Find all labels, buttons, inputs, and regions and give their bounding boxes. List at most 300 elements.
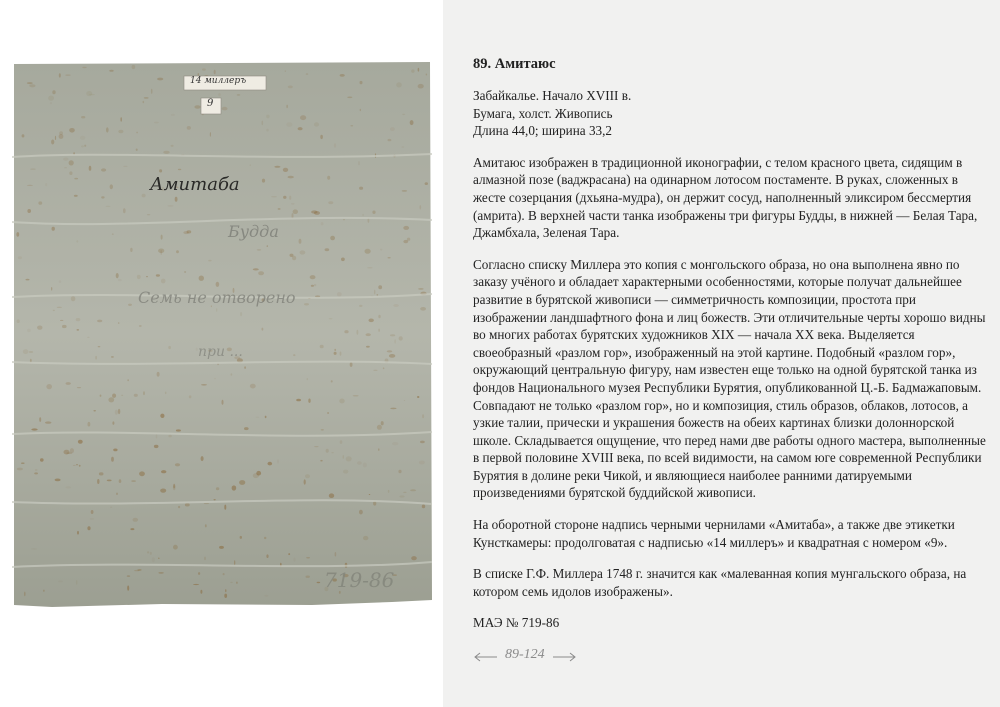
foxing-stain <box>144 97 149 99</box>
foxing-stain <box>331 380 333 382</box>
foxing-stain <box>264 595 268 597</box>
foxing-stain <box>185 503 190 506</box>
foxing-stain <box>143 101 145 104</box>
foxing-stain <box>154 122 159 124</box>
foxing-stain <box>262 179 265 183</box>
foxing-stain <box>84 145 86 147</box>
foxing-stain <box>266 554 268 558</box>
foxing-stain <box>325 248 330 251</box>
foxing-stain <box>43 590 44 592</box>
foxing-stain <box>240 536 242 539</box>
foxing-stain <box>298 127 303 130</box>
foxing-stain <box>418 68 420 72</box>
foxing-stain <box>287 105 288 109</box>
foxing-stain <box>57 307 62 308</box>
foxing-stain <box>210 132 211 137</box>
nav-range: 89-124 <box>505 647 545 663</box>
foxing-stain <box>142 194 146 198</box>
foxing-stain <box>388 490 390 493</box>
foxing-stain <box>360 81 363 84</box>
foxing-stain <box>344 330 348 333</box>
foxing-stain <box>45 183 47 186</box>
foxing-stain <box>66 382 71 385</box>
foxing-stain <box>387 350 393 352</box>
label-strip-text: 14 миллеръ <box>190 76 247 86</box>
paragraph-miller-list: В списке Г.Ф. Миллера 1748 г. значится как «малеванная копия мунгальского образа, на котором семь идолов изображены». <box>473 566 967 599</box>
foxing-stain <box>339 399 344 404</box>
foxing-stain <box>214 378 216 379</box>
foxing-stain <box>402 190 407 192</box>
foxing-stain <box>152 557 155 562</box>
foxing-stain <box>222 400 224 405</box>
foxing-stain <box>88 422 91 427</box>
foxing-stain <box>74 195 78 197</box>
foxing-stain <box>198 572 200 575</box>
foxing-stain <box>107 480 112 482</box>
foxing-stain <box>160 489 166 493</box>
foxing-stain <box>395 339 396 343</box>
foxing-stain <box>271 196 277 197</box>
foxing-stain <box>77 531 79 535</box>
foxing-stain <box>158 249 164 254</box>
foxing-stain <box>65 486 71 488</box>
description-panel <box>443 0 1000 707</box>
foxing-stain <box>389 354 395 358</box>
foxing-stain <box>29 351 33 352</box>
foxing-stain <box>305 474 310 478</box>
foxing-stain <box>128 379 129 381</box>
foxing-stain <box>367 267 372 268</box>
foxing-stain <box>277 459 279 463</box>
foxing-stain <box>378 329 379 332</box>
foxing-stain <box>82 67 86 68</box>
foxing-stain <box>402 114 405 115</box>
foxing-stain <box>137 275 141 279</box>
foxing-stain <box>365 249 371 254</box>
foxing-stain <box>293 209 298 214</box>
foxing-stain <box>159 169 162 172</box>
foxing-stain <box>266 129 269 132</box>
foxing-stain <box>62 325 67 328</box>
foxing-stain <box>123 166 127 167</box>
foxing-stain <box>314 122 319 126</box>
foxing-stain <box>115 410 118 415</box>
foxing-stain <box>343 470 348 474</box>
foxing-stain <box>151 89 153 94</box>
inscription-faint-3: при ... <box>198 344 243 360</box>
foxing-stain <box>27 185 33 186</box>
foxing-stain <box>257 249 261 250</box>
foxing-stain <box>223 573 225 575</box>
foxing-stain <box>37 326 42 330</box>
foxing-stain <box>204 557 205 561</box>
foxing-stain <box>189 395 192 398</box>
foxing-stain <box>337 292 342 296</box>
foxing-stain <box>422 414 424 418</box>
foxing-stain <box>310 275 316 279</box>
foxing-stain <box>340 74 345 77</box>
foxing-stain <box>116 493 118 496</box>
foxing-stain <box>201 456 204 461</box>
foxing-stain <box>78 440 83 444</box>
foxing-stain <box>163 151 169 154</box>
foxing-stain <box>99 472 104 475</box>
foxing-stain <box>112 421 114 424</box>
foxing-stain <box>425 182 428 185</box>
foxing-stain <box>250 164 251 166</box>
foxing-stain <box>234 560 235 565</box>
foxing-stain <box>299 239 302 244</box>
foxing-stain <box>327 412 329 414</box>
foxing-stain <box>304 479 306 484</box>
page-navigation <box>473 646 988 664</box>
foxing-stain <box>334 143 336 147</box>
artwork-image <box>12 62 432 607</box>
entry-title: 89. Амитаюс <box>473 56 556 72</box>
foxing-stain <box>139 471 145 476</box>
foxing-stain <box>60 320 63 321</box>
foxing-stain <box>173 545 178 550</box>
paragraph-iconography: Амитаюс изображен в традиционной иконографии, с телом красного цвета, сидящим в алмазной позе (ваджрасана) на одинарном лотосом постаменте. В руках, сложенных в жесте созерцания (дхьяна-мудра), он держит сосуд, наполненный эликсиром бессмертия (амрита). В верхней части танка изображены три фигуры Будды, в нижней — Белая Тара, Джамбхала, Зеленая Тара. <box>473 154 978 241</box>
foxing-stain <box>253 268 259 270</box>
foxing-stain <box>160 414 164 418</box>
foxing-stain <box>346 456 352 461</box>
foxing-stain <box>216 308 217 312</box>
foxing-stain <box>27 329 31 332</box>
foxing-stain <box>419 461 425 465</box>
foxing-stain <box>311 210 317 213</box>
foxing-stain <box>314 284 316 286</box>
foxing-stain <box>112 234 114 235</box>
foxing-stain <box>374 290 375 295</box>
foxing-stain <box>18 256 22 259</box>
foxing-stain <box>23 349 29 354</box>
foxing-stain <box>168 205 174 207</box>
foxing-stain <box>119 479 122 483</box>
foxing-stain <box>59 131 63 135</box>
foxing-stain <box>378 448 379 451</box>
foxing-stain <box>244 427 249 430</box>
foxing-stain <box>411 69 414 72</box>
foxing-stain <box>399 495 404 497</box>
foxing-stain <box>258 271 264 275</box>
foxing-stain <box>399 336 403 340</box>
foxing-stain <box>372 211 375 214</box>
foxing-stain <box>73 465 76 466</box>
foxing-stain <box>317 582 321 583</box>
foxing-stain <box>187 126 191 130</box>
foxing-stain <box>266 115 269 119</box>
foxing-stain <box>292 256 296 261</box>
prev-arrow-icon[interactable] <box>473 650 497 660</box>
foxing-stain <box>158 572 163 573</box>
foxing-stain <box>199 276 204 281</box>
foxing-stain <box>357 330 359 335</box>
foxing-stain <box>171 145 174 147</box>
foxing-stain <box>231 373 233 376</box>
foxing-stain <box>331 452 334 453</box>
foxing-stain <box>214 70 216 75</box>
foxing-stain <box>410 489 416 491</box>
entry-meta <box>473 87 988 140</box>
foxing-stain <box>80 136 85 140</box>
foxing-stain <box>377 425 382 430</box>
foxing-stain <box>22 134 25 137</box>
foxing-stain <box>89 94 95 96</box>
foxing-stain <box>187 230 192 233</box>
foxing-stain <box>340 440 343 444</box>
foxing-stain <box>306 557 310 558</box>
foxing-stain <box>139 325 142 326</box>
foxing-stain <box>97 320 102 323</box>
foxing-stain <box>363 536 368 540</box>
foxing-stain <box>403 492 406 493</box>
foxing-stain <box>314 446 318 447</box>
foxing-stain <box>168 435 171 438</box>
foxing-stain <box>136 132 138 134</box>
foxing-stain <box>120 117 122 121</box>
foxing-stain <box>378 285 382 289</box>
foxing-stain <box>27 209 31 213</box>
foxing-stain <box>130 528 134 530</box>
next-arrow-icon[interactable] <box>553 650 577 660</box>
foxing-stain <box>378 315 380 319</box>
foxing-stain <box>237 94 241 96</box>
foxing-stain <box>358 161 360 165</box>
foxing-stain <box>418 84 424 89</box>
foxing-stain <box>133 518 139 522</box>
foxing-stain <box>278 208 281 209</box>
foxing-stain <box>362 214 363 216</box>
foxing-stain <box>106 127 109 132</box>
foxing-stain <box>118 322 120 324</box>
foxing-stain <box>109 70 113 72</box>
foxing-stain <box>76 240 78 242</box>
foxing-stain <box>112 394 116 398</box>
foxing-stain <box>147 551 149 553</box>
foxing-stain <box>293 354 295 356</box>
foxing-stain <box>39 417 41 422</box>
foxing-stain <box>176 250 179 253</box>
foxing-stain <box>81 116 85 118</box>
foxing-stain <box>329 318 333 319</box>
foxing-stain <box>158 558 160 559</box>
foxing-stain <box>403 240 408 243</box>
foxing-stain <box>201 384 207 386</box>
foxing-stain <box>285 70 286 72</box>
foxing-stain <box>176 429 181 431</box>
foxing-stain <box>91 510 94 514</box>
foxing-stain <box>291 203 295 205</box>
foxing-stain <box>286 122 292 127</box>
foxing-stain <box>178 506 180 509</box>
foxing-stain <box>69 160 74 165</box>
foxing-stain <box>420 205 422 209</box>
foxing-stain <box>417 396 419 398</box>
foxing-stain <box>296 399 301 402</box>
foxing-stain <box>147 214 150 215</box>
foxing-stain <box>262 328 264 331</box>
foxing-stain <box>113 449 117 452</box>
foxing-stain <box>225 589 226 592</box>
foxing-stain <box>293 557 295 561</box>
foxing-stain <box>77 329 80 331</box>
foxing-stain <box>392 442 398 445</box>
foxing-stain <box>288 86 293 89</box>
foxing-stain <box>38 201 42 204</box>
foxing-stain <box>288 176 294 179</box>
foxing-stain <box>341 258 345 262</box>
foxing-stain <box>219 546 224 549</box>
catalogue-entry <box>473 55 988 664</box>
foxing-stain <box>17 319 20 323</box>
foxing-stain <box>128 304 132 306</box>
foxing-stain <box>173 485 176 490</box>
foxing-stain <box>161 279 166 284</box>
foxing-stain <box>27 82 33 84</box>
foxing-stain <box>132 65 136 69</box>
foxing-stain <box>35 470 38 471</box>
foxing-stain <box>95 356 97 360</box>
foxing-stain <box>17 468 23 471</box>
foxing-stain <box>50 102 52 104</box>
foxing-stain <box>390 127 395 131</box>
foxing-stain <box>360 109 361 111</box>
foxing-stain <box>396 82 402 87</box>
inventory-number: МАЭ № 719-86 <box>473 615 560 631</box>
foxing-stain <box>81 145 84 147</box>
foxing-stain <box>304 303 309 305</box>
foxing-stain <box>118 279 122 281</box>
foxing-stain <box>52 227 55 231</box>
foxing-stain <box>328 201 333 204</box>
foxing-stain <box>45 421 51 423</box>
foxing-stain <box>51 140 54 145</box>
foxing-stain <box>110 507 112 508</box>
foxing-stain <box>53 310 55 311</box>
foxing-stain <box>29 84 35 87</box>
foxing-stain <box>154 445 159 448</box>
foxing-stain <box>320 135 323 139</box>
foxing-stain <box>116 273 119 278</box>
foxing-stain <box>244 366 246 369</box>
foxing-stain <box>64 450 70 455</box>
foxing-stain <box>204 503 209 504</box>
foxing-stain <box>256 471 261 476</box>
foxing-stain <box>175 463 180 466</box>
foxing-stain <box>357 461 362 465</box>
foxing-stain <box>97 479 99 484</box>
label-square-text: 9 <box>207 98 214 109</box>
foxing-stain <box>106 206 111 207</box>
foxing-stain <box>388 257 391 258</box>
foxing-stain <box>222 107 228 111</box>
foxing-stain <box>31 428 37 430</box>
foxing-stain <box>410 120 414 125</box>
foxing-stain <box>165 392 167 395</box>
foxing-stain <box>268 462 273 466</box>
foxing-stain <box>422 505 425 509</box>
foxing-stain <box>69 171 72 175</box>
foxing-stain <box>76 464 78 465</box>
foxing-stain <box>363 463 367 468</box>
foxing-stain <box>59 280 61 283</box>
foxing-stain <box>380 249 382 251</box>
foxing-stain <box>194 105 200 108</box>
foxing-stain <box>131 480 136 481</box>
inscription-faint-2: Семь не отворено <box>138 288 296 307</box>
foxing-stain <box>26 279 30 281</box>
foxing-stain <box>136 149 138 151</box>
foxing-stain <box>274 166 280 168</box>
foxing-stain <box>340 352 342 356</box>
foxing-stain <box>110 184 113 189</box>
foxing-stain <box>69 128 75 133</box>
foxing-stain <box>288 553 290 555</box>
foxing-stain <box>359 510 363 515</box>
foxing-stain <box>265 416 267 419</box>
foxing-stain <box>59 73 61 77</box>
foxing-stain <box>30 169 36 170</box>
foxing-stain <box>306 576 310 578</box>
foxing-stain <box>175 197 178 202</box>
foxing-stain <box>127 575 130 577</box>
inventory-corner-mark: 719-86 <box>324 568 395 592</box>
foxing-stain <box>381 421 384 425</box>
foxing-stain <box>134 394 138 397</box>
foxing-stain <box>76 318 81 321</box>
foxing-stain <box>98 346 101 347</box>
foxing-stain <box>240 312 242 316</box>
foxing-stain <box>407 238 410 241</box>
foxing-stain <box>130 248 132 252</box>
foxing-stain <box>420 441 425 444</box>
foxing-stain <box>334 349 336 351</box>
foxing-stain <box>156 274 160 276</box>
foxing-stain <box>127 586 129 591</box>
foxing-stain <box>383 367 385 369</box>
foxing-stain <box>21 463 25 464</box>
foxing-stain <box>118 130 123 133</box>
foxing-stain <box>64 167 67 168</box>
foxing-stain <box>232 485 237 490</box>
foxing-stain <box>193 584 199 585</box>
foxing-stain <box>390 408 396 410</box>
foxing-stain <box>100 395 102 397</box>
meta-origin: Забайкалье. Начало XVIII в. <box>473 88 632 103</box>
foxing-stain <box>101 196 104 198</box>
foxing-stain <box>404 400 405 401</box>
foxing-stain <box>77 387 81 388</box>
foxing-stain <box>16 232 19 237</box>
foxing-stain <box>208 260 211 262</box>
foxing-stain <box>426 74 427 76</box>
foxing-stain <box>74 178 78 180</box>
foxing-stain <box>134 570 139 571</box>
foxing-stain <box>307 378 309 380</box>
foxing-stain <box>359 187 363 190</box>
foxing-stain <box>121 395 123 396</box>
foxing-stain <box>55 136 56 140</box>
foxing-stain <box>321 429 324 431</box>
foxing-stain <box>343 219 345 220</box>
foxing-stain <box>168 346 171 349</box>
foxing-stain <box>283 196 286 199</box>
foxing-stain <box>230 582 233 583</box>
foxing-stain <box>157 372 160 377</box>
foxing-stain <box>300 250 306 254</box>
foxing-stain <box>262 121 264 126</box>
